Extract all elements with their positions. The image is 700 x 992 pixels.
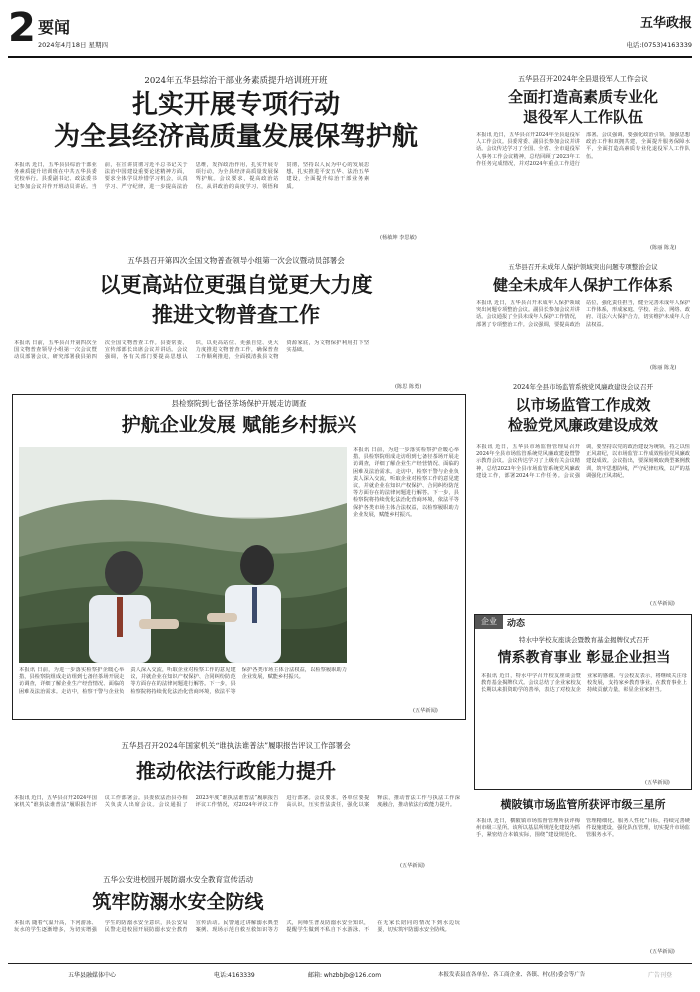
footer-mark: 广告刊登 xyxy=(648,972,673,979)
article-byline: (五华新闻) xyxy=(650,949,675,955)
article-byline: (五华新闻) xyxy=(400,863,425,869)
article-title: 护航企业发展 赋能乡村振兴 xyxy=(121,414,357,436)
article-kicker: 五华县召开未成年人保护领域突出问题专项整治会议 xyxy=(508,263,658,271)
article-title-line1: 全面打造高素质专业化 xyxy=(507,88,658,106)
article-title-line1: 以更高站位更强自觉更大力度 xyxy=(99,272,373,297)
article-body: 本报讯 近日，五华县召开未成年人保护领域突出问题专项整治会议。副县长参加会议并讲话。会议通报了全县未成年人保护工作情况，部署了专项整治工作。会议强调，要提高政治站位，强化责任担当，健全完善未成年人保护工作体系，形成家庭、学校、社会、网络、政府、司法六大保护合力，切实维护未成年人合法权益。 xyxy=(476,300,690,328)
article-body-bottom: 本报讯 日前，为进一步落实检察护企暖心举措，县检察院组成走访组到七备径茶场开展走访调查，详细了解企业生产经营情况、面临的困难及法治需求。走访中，检察干警与企业负责人深入交流，听取企业对检察工作的意见建议，并就企业在知识产权保护、合同纠纷防范等方面存在的法律问题进行解答。下一步，县检察院将持续优化法治化营商环境，依法平等保护各类市场主体合法权益，以检察履职助力企业发展，赋能乡村振兴。 xyxy=(19,667,347,695)
article-kicker: 2024年五华县综治干部业务素质提升培训班开班 xyxy=(144,76,328,86)
article-body: 本报讯 随着气温升高，下河游泳、玩水的学生逐渐增多，为切实增强学生的防溺水安全意识，县公安局民警走进校园开展防溺水安全教育宣传活动。民警通过讲解溺水典型案例、现场示范自救互救知识等方式，向师生普及防溺水安全知识，提醒学生做到不私自下水游泳、不在无家长陪同的情况下到水边玩耍，切实筑牢防溺水安全防线。 xyxy=(14,920,460,934)
article-title: 筑牢防溺水安全防线 xyxy=(92,891,264,913)
article-title-line2: 为全县经济高质量发展保驾护航 xyxy=(53,122,418,152)
footer-email: 邮箱: whzbbjb@126.com xyxy=(308,972,382,979)
newspaper-name: 五华政报 xyxy=(639,16,692,31)
article-kicker: 五华公安进校园开展防溺水安全教育宣传活动 xyxy=(103,875,253,884)
article-title-line2: 推进文物普查工作 xyxy=(152,302,320,327)
article-byline: (陈丽 陈龙) xyxy=(650,365,677,371)
article-title-line2: 退役军人工作队伍 xyxy=(522,108,643,126)
article-byline: (陈思 陈勇) xyxy=(395,384,422,390)
article-title-line1: 扎实开展专项行动 xyxy=(131,90,340,120)
article-kicker: 五华县召开2024年全县退役军人工作会议 xyxy=(518,75,648,83)
article-byline: (五华新闻) xyxy=(413,708,438,714)
article-kicker: 五华县召开第四次全国文物普查领导小组第一次会议暨动员部署会 xyxy=(127,256,345,265)
footer-phone: 电话:4163339 xyxy=(214,972,255,979)
article-kicker: 2024年全县市场监管系统党风廉政建设会议召开 xyxy=(512,383,654,391)
issue-date: 2024年4月18日 星期四 xyxy=(38,41,109,49)
page-footer xyxy=(8,963,692,979)
section-label: 企业 xyxy=(475,615,503,629)
article-byline: (五华新闻) xyxy=(650,601,675,607)
page-number: 2 xyxy=(8,5,36,51)
article-body: 本报讯 近日，特水中学召开校友座谈会暨教育基金揭牌仪式。会议总结了企业家校友长期以来捐资助学的善举，表达了对校友企业家的感谢。与会校友表示，将继续关注母校发展，支持家乡教育事业，在教育事业上持续贡献力量，彰显企业家担当。 xyxy=(481,673,687,694)
article-title: 横陂镇市场监管所获评市级三星所 xyxy=(500,798,666,811)
article-body: 本报讯 近日，五华县召开2024年国家机关“谁执法谁普法”履职报告评议工作部署会。县委依法治县办相关负责人出席会议。会议通报了2023年度“谁执法谁普法”履职报告评议工作情况，对2024年评议工作进行部署。会议要求，各单位要提高认识，压实普法责任，强化以案释法，推动普法工作与执法工作深度融合，推动依法行政能力提升。 xyxy=(14,795,460,809)
article-byline: (陈丽 陈龙) xyxy=(650,245,677,251)
masthead xyxy=(8,5,692,54)
article-title: 健全未成年人保护工作体系 xyxy=(492,276,673,294)
footer-statement: 本报发表县直各单位、各工商企业、各镇、村(居)委会等广告 xyxy=(438,972,586,978)
article-body: 本报讯 近日，横陂镇市场监督管理所获评梅州市级三星所。该所以基层所规范化建设为抓手，紧密结合本镇实际，围绕“建设规范化、管理精细化、服务人性化”目标，持续完善硬件设施建设，强化队伍管理，切实提升市场监管服务水平。 xyxy=(476,818,690,839)
article-title-line1: 以市场监管工作成效 xyxy=(515,396,651,414)
article-kicker: 县检察院到七备径茶场保护开展走访调查 xyxy=(171,399,307,408)
article-title: 推动依法行政能力提升 xyxy=(136,759,336,783)
tea-plantation-photo xyxy=(19,447,347,663)
article-body-right: 本报讯 日前，为进一步落实检察护企暖心举措，县检察院组成走访组到七备径茶场开展走访调查，详细了解企业生产经营情况、面临的困难及法治需求。走访中，检察干警与企业负责人深入交流，听取企业对检察工作的意见建议，并就企业在知识产权保护、合同纠纷防范等方面存在的法律问题进行解答。下一步，县检察院将持续优化法治化营商环境，依法平等保护各类市场主体合法权益，以检察履职助力企业发展，赋能乡村振兴。 xyxy=(353,447,459,518)
article-kicker: 特水中学校友座谈会暨教育基金揭牌仪式召开 xyxy=(519,636,649,644)
article-body: 本报讯 日前，五华县召开第四次全国文物普查领导小组第一次会议暨动员部署会议，研究部署我县第四次全国文物普查工作。县委常委、宣传部部长出席会议并讲话。会议强调，各有关部门要提高思想认识，以更高站位、更强自觉、更大力度推进文物普查工作，确保普查工作顺利推进，全面摸清我县文物资源家底，为文物保护利用打下坚实基础。 xyxy=(14,340,370,361)
article-title-line2: 检验党风廉政建设成效 xyxy=(507,416,658,434)
footer-publisher: 五华县融媒体中心 xyxy=(68,972,117,979)
section-tag: 动态 xyxy=(507,619,526,629)
article-prosecutors-box xyxy=(12,394,466,720)
article-body: 本报讯 近日，五华县县综治干部业务素质提升培训班在中共五华县委党校举行。县委副书记、政法委书记参加会议并作开班动员讲话。当前，在宣讲贯彻习近平总书记关于法治中国建设重要论述精神方面，要求全体学员珍惜学习机会，认真学习、严守纪律，进一步提高法治思维，发挥政治作用，扎实开展专项行动，为全县经济高质量发展保驾护航。会议要求，提高政治站位，从讲政治的高度学习、领悟和贯彻，坚持以人民为中心的发展思想，扎实推进平安五华、法治五华建设，全面提升综治干部业务素质。 xyxy=(14,162,370,190)
article-byline: (五华新闻) xyxy=(645,780,670,786)
article-kicker: 五华县召开2024年国家机关“谁执法谁普法”履职报告评议工作部署会 xyxy=(121,741,351,750)
photo-image xyxy=(19,447,347,663)
masthead-rule xyxy=(8,56,692,58)
article-title: 情系教育事业 彰显企业担当 xyxy=(497,650,671,666)
enterprise-news-box xyxy=(474,614,692,790)
newsroom-phone: 电话:(0753)4163339 xyxy=(626,41,692,49)
article-body: 本报讯 近日，五华县召开2024年全县退役军人工作会议。县委常委、副县长参加会议并讲话。会议传达学习了全国、全省、全市退役军人事务工作会议精神，总结回顾了2023年工作任务完成情况，并对2024年重点工作进行部署。会议强调，要强化政治引领，加强思想政治工作和双拥共建，全面提升服务保障水平，全面打造高素质专业化退役军人工作队伍。 xyxy=(476,132,690,167)
article-byline: (杨敏坤 李思敏) xyxy=(380,235,417,241)
article-body: 本报讯 近日，五华县市场监督管理局召开2024年全县市场监管系统党风廉政建设暨警示教育会议。会议传达学习了上级有关会议精神，总结2023年全县市场监管系统党风廉政建设工作，部署2024年工作任务。会议强调，要坚持以党的政治建设为统领，持之以恒正风肃纪，以市场监管工作成效检验党风廉政建设成效。会议指出，要深刻吸取典型案例教训，筑牢思想防线，严守纪律红线，以严的基调强化正风肃纪。 xyxy=(476,444,690,479)
section-name: 要闻 xyxy=(38,18,71,37)
